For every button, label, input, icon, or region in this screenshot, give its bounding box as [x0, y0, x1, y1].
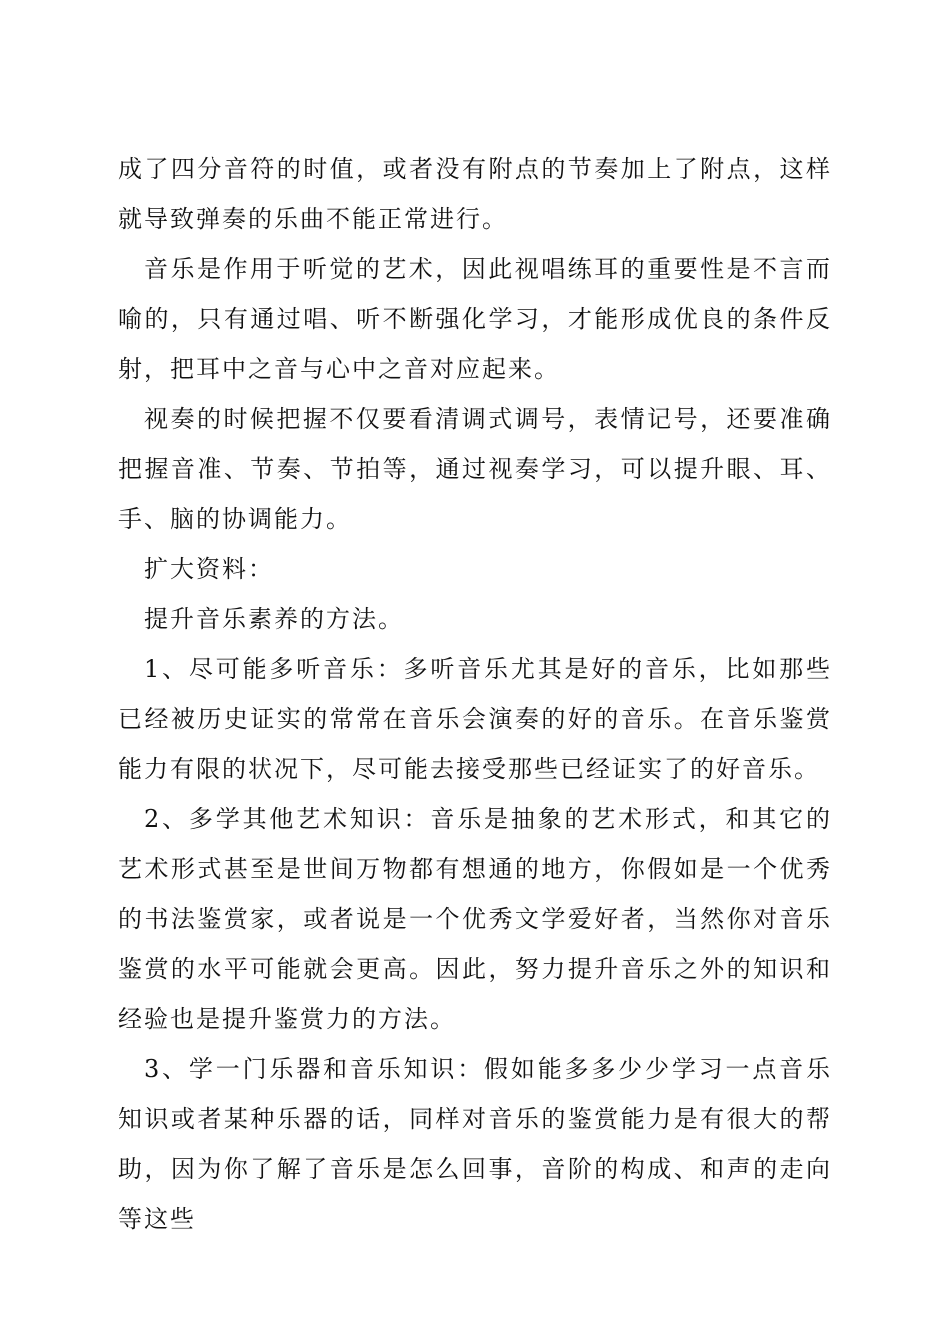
- list-item-3: 3、学一门乐器和音乐知识：假如能多多少少学习一点音乐知识或者某种乐器的话，同样对音乐的鉴赏能力是有很大的帮助，因为你了解了音乐是怎么回事，音阶的构成、和声的走向等这些: [118, 1055, 832, 1233]
- document-body: [118, 144, 832, 1244]
- paragraph-1: 成了四分音符的时值，或者没有附点的节奏加上了附点，这样就导致弹奏的乐曲不能正常进行。: [118, 155, 832, 233]
- list-item-2: 2、多学其他艺术知识：音乐是抽象的艺术形式，和其它的艺术形式甚至是世间万物都有想通的地方，你假如是一个优秀的书法鉴赏家，或者说是一个优秀文学爱好者，当然你对音乐鉴赏的水平可能就会更高。因此，努力提升音乐之外的知识和经验也是提升鉴赏力的方法。: [118, 805, 832, 1033]
- paragraph-3: 视奏的时候把握不仅要看清调式调号，表情记号，还要准确把握音准、节奏、节拍等，通过视奏学习，可以提升眼、耳、手、脑的协调能力。: [118, 405, 832, 533]
- list-item-1: 1、尽可能多听音乐：多听音乐尤其是好的音乐，比如那些已经被历史证实的常常在音乐会演奏的好的音乐。在音乐鉴赏能力有限的状况下，尽可能去接受那些已经证实了的好音乐。: [118, 655, 832, 783]
- paragraph-4-heading: 扩大资料：: [144, 555, 274, 583]
- paragraph-5-subheading: 提升音乐素养的方法。: [144, 605, 404, 633]
- paragraph-2: 音乐是作用于听觉的艺术，因此视唱练耳的重要性是不言而喻的，只有通过唱、听不断强化学习，才能形成优良的条件反射，把耳中之音与心中之音对应起来。: [118, 255, 832, 383]
